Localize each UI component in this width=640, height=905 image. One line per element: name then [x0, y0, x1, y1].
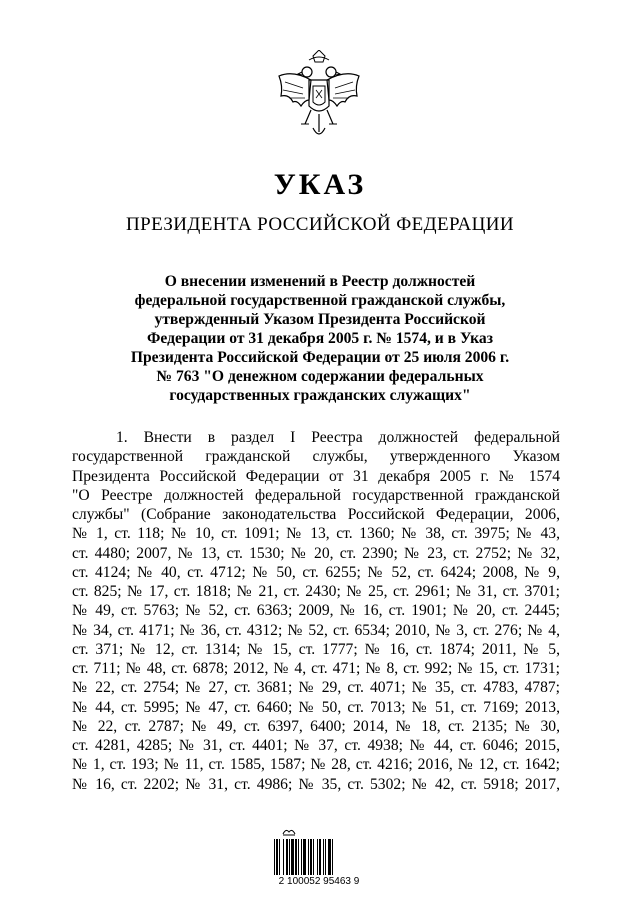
printer-mark-icon: [282, 826, 296, 836]
body-line: № 34, ст. 4171; № 36, ст. 4312; № 52, ст. 6534; 2010, № 3, ст. 276; № 4,: [72, 621, 560, 639]
barcode-number: 2 100052 95463 9: [278, 876, 360, 887]
body-line: Президента Российской Федерации от 31 декабря 2005 г. № 1574: [72, 467, 560, 485]
body-line: 1. Внести в раздел I Реестра должностей федеральной: [116, 429, 560, 446]
decree-body: [72, 428, 560, 794]
body-line: ст. 4281, 4285; № 31, ст. 4401; № 37, ст. 4938; № 44, ст. 6046; 2015,: [72, 737, 560, 754]
document-subtitle: ПРЕЗИДЕНТА РОССИЙСКОЙ ФЕДЕРАЦИИ: [126, 214, 514, 235]
body-line: "О Реестре должностей федеральной государственной гражданской: [72, 486, 560, 504]
body-line: ст. 4480; 2007, № 13, ст. 1530; № 20, ст. 2390; № 23, ст. 2752; № 32,: [72, 544, 560, 562]
heading-line: государственных гражданских служащих": [169, 387, 471, 404]
body-line: ст. 711; № 48, ст. 6878; 2012, № 4, ст. 471; № 8, ст. 992; № 15, ст. 1731;: [72, 660, 560, 677]
heading-line: О внесении изменений в Реестр должностей: [164, 273, 476, 290]
heading-line: Президента Российской Федерации от 25 июля 2006 г.: [130, 349, 510, 366]
heading-line: утвержденный Указом Президента Российской: [154, 311, 486, 328]
body-line: № 49, ст. 5763; № 52, ст. 6363; 2009, № 16, ст. 1901; № 20, ст. 2445;: [72, 602, 560, 620]
body-line: ст. 371; № 12, ст. 1314; № 15, ст. 1777; № 16, ст. 1874; 2011, № 5,: [72, 640, 560, 658]
body-line: ст. 4124; № 40, ст. 4712; № 50, ст. 6255; № 52, ст. 6424; 2008, № 9,: [72, 563, 560, 581]
body-line: № 22, ст. 2787; № 49, ст. 6397, 6400; 2014, № 18, ст. 2135; № 30,: [72, 717, 560, 735]
body-line: № 1, ст. 118; № 10, ст. 1091; № 13, ст. 1360; № 38, ст. 3975; № 43,: [72, 525, 560, 543]
decree-heading: [100, 272, 540, 405]
body-line: службы" (Собрание законодательства Российской Федерации, 2006,: [72, 506, 560, 523]
barcode: [274, 826, 364, 888]
coat-of-arms-icon: [273, 50, 365, 146]
body-line: ст. 825; № 17, ст. 1818; № 21, ст. 2430; № 25, ст. 2961; № 31, ст. 3701;: [72, 583, 560, 600]
barcode-icon: [274, 839, 364, 875]
heading-line: федеральной государственной гражданской службы,: [134, 292, 506, 309]
body-line: № 22, ст. 2754; № 27, ст. 3681; № 29, ст. 4071; № 35, ст. 4783, 4787;: [72, 679, 560, 697]
body-line: № 16, ст. 2202; № 31, ст. 4986; № 35, ст. 5302; № 42, ст. 5918; 2017,: [72, 775, 560, 793]
heading-line: № 763 "О денежном содержании федеральных: [156, 368, 484, 385]
body-line: № 44, ст. 5995; № 47, ст. 6460; № 50, ст. 7013; № 51, ст. 7169; 2013,: [72, 698, 560, 716]
document-title: УКАЗ: [273, 168, 367, 201]
body-line: государственной гражданской службы, утвержденного Указом: [72, 448, 560, 466]
body-line: № 1, ст. 193; № 11, ст. 1585, 1587; № 28, ст. 4216; 2016, № 12, ст. 1642;: [72, 756, 560, 774]
heading-line: Федерации от 31 декабря 2005 г. № 1574, и в Указ: [147, 330, 493, 347]
